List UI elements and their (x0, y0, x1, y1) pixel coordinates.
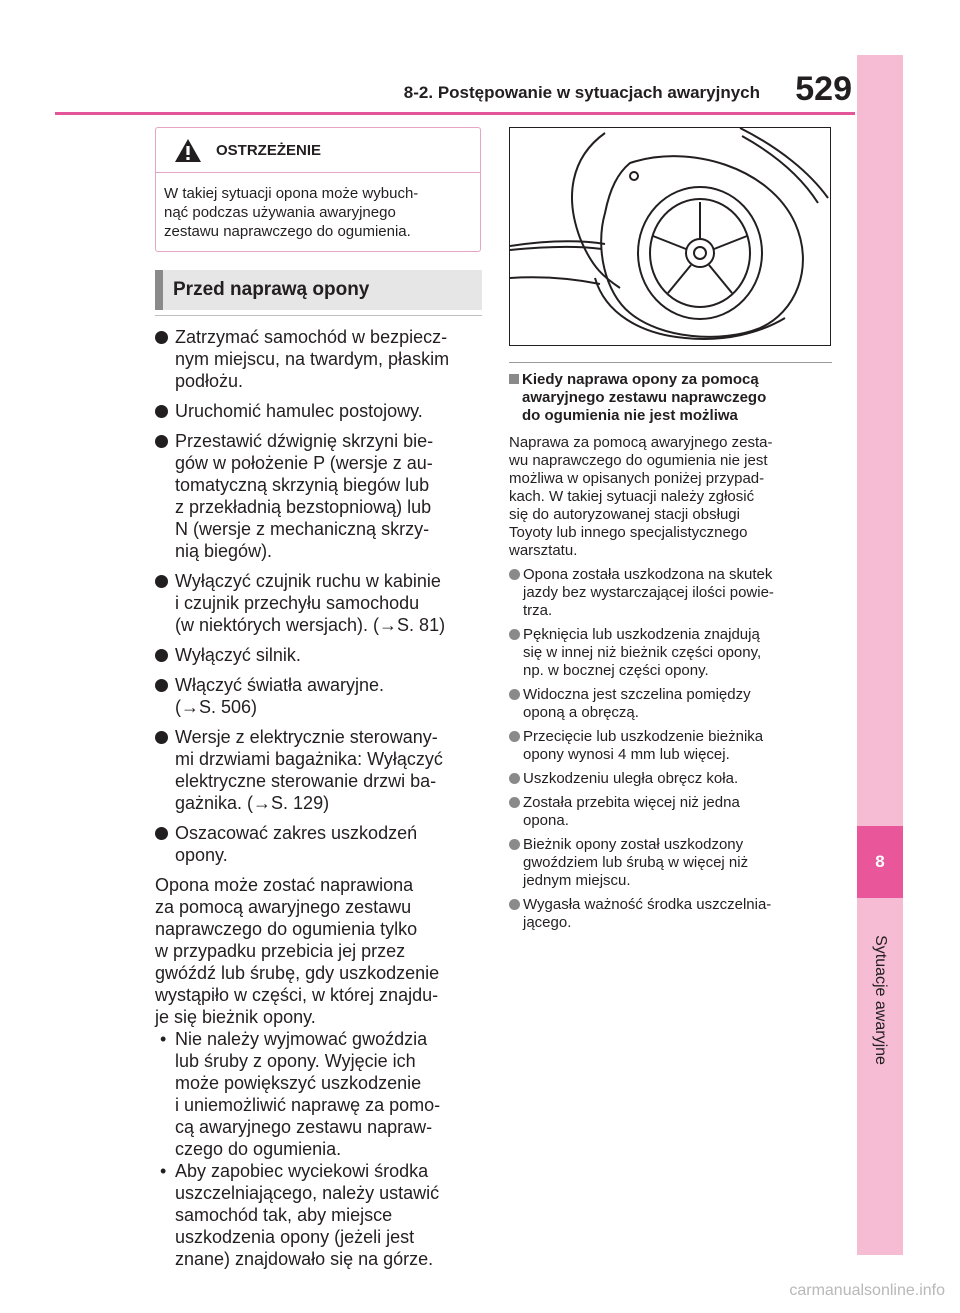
line: awaryjnego zestawu naprawczego (522, 389, 767, 406)
intro-paragraph (509, 434, 832, 560)
line: opony. (175, 845, 228, 865)
bullet-dot-icon (155, 731, 168, 744)
line: tomatyczną skrzynią biegów lub (175, 475, 430, 495)
right-column (509, 127, 832, 938)
list-item (155, 1028, 482, 1160)
bullet-point-icon: • (160, 1161, 167, 1181)
list-item (509, 836, 832, 890)
line: wystąpiło w części, w której znajdu- (155, 985, 439, 1005)
warning-line: W takiej sytuacji opona może wybuch- (164, 185, 419, 202)
line: opony wynosi 4 mm lub więcej. (523, 746, 730, 763)
line: Oszacować zakres uszkodzeń (175, 823, 418, 843)
line: Pęknięcia lub uszkodzenia znajdują (523, 626, 760, 643)
side-tab (857, 55, 903, 1255)
chapter-title: Sytuacje awaryjne (872, 935, 889, 1065)
page-number: 529 (795, 70, 852, 108)
line: samochód tak, aby miejsce (175, 1205, 393, 1225)
condition-list (509, 566, 832, 932)
line: elektryczne sterowanie drzwi ba- (175, 771, 437, 791)
list-item (155, 674, 482, 718)
line: Włączyć światła awaryjne. (175, 675, 385, 695)
bullet-dot-icon (155, 435, 168, 448)
line: Opona została uszkodzona na skutek (523, 566, 773, 583)
line: oponą a obręczą. (523, 704, 639, 721)
line: mi drzwiami bagażnika: Wyłączyć (175, 749, 443, 769)
warning-header (156, 128, 480, 173)
line: np. w bocznej części opony. (523, 662, 709, 679)
line: za pomocą awaryjnego zestawu (155, 897, 412, 917)
list-item (509, 794, 832, 830)
header-rule (55, 112, 855, 115)
right-divider (509, 362, 832, 363)
line: Opona może zostać naprawiona (155, 875, 414, 895)
bullet-dot-icon (155, 827, 168, 840)
bullet-list (155, 326, 482, 866)
bullet-dot-icon (509, 731, 520, 742)
flat-tire-illustration (509, 127, 831, 346)
bullet-dot-icon (509, 899, 520, 910)
list-item (155, 726, 482, 814)
list-item (155, 430, 482, 562)
line: w przypadku przebicia jej przez (155, 941, 406, 961)
chapter-number: 8 (857, 826, 903, 898)
line: znane) znajdowało się na górze. (175, 1249, 434, 1269)
line: Wyłączyć silnik. (175, 645, 301, 665)
line: gwóźdź lub śrubę, gdy uszkodzenie (155, 963, 440, 983)
line: wu naprawczego do ogumienia nie jest (509, 452, 768, 469)
line: trza. (523, 602, 553, 619)
line: z przekładnią bezstopniową) lub (175, 497, 432, 517)
line: Wygasła ważność środka uszczelnia- (523, 896, 772, 913)
line: cą awaryjnego zestawu napraw- (175, 1117, 433, 1137)
line: i czujnik przechyłu samochodu (175, 593, 420, 613)
line: czego do ogumienia. (175, 1139, 342, 1159)
bullet-dot-icon (509, 839, 520, 850)
line: Aby zapobiec wyciekowi środka (175, 1161, 429, 1181)
line: się w innej niż bieżnik części opony, (523, 644, 762, 661)
line: jazdy bez wystarczającej ilości powie- (523, 584, 774, 601)
bullet-dot-icon (155, 679, 168, 692)
line: uszkodzenia opony (jeżeli jest (175, 1227, 415, 1247)
line: Nie należy wyjmować gwoździa (175, 1029, 428, 1049)
line: Bieżnik opony został uszkodzony (523, 836, 744, 853)
line: warsztatu. (509, 542, 578, 559)
warning-text (156, 173, 480, 251)
warning-line: zestawu naprawczego do ogumienia. (164, 223, 411, 240)
line: lub śruby z opony. Wyjęcie ich (175, 1051, 416, 1071)
list-item (509, 770, 832, 788)
list-item (155, 822, 482, 866)
line: Naprawa za pomocą awaryjnego zesta- (509, 434, 773, 451)
list-item (509, 686, 832, 722)
line: uszczelniającego, należy ustawić (175, 1183, 440, 1203)
warning-title: OSTRZEŻENIE (216, 141, 322, 159)
body-paragraph (155, 874, 482, 1028)
line: naprawczego do ogumienia tylko (155, 919, 418, 939)
square-bullet-icon (509, 374, 519, 384)
warning-triangle-icon (174, 138, 202, 163)
warning-box (155, 127, 481, 252)
line: N (wersje z mechaniczną skrzy- (175, 519, 430, 539)
line: Uszkodzeniu uległa obręcz koła. (523, 770, 739, 787)
bullet-dot-icon (155, 331, 168, 344)
bullet-dot-icon (155, 575, 168, 588)
left-column (155, 127, 482, 1270)
line: Przecięcie lub uszkodzenie bieżnika (523, 728, 764, 745)
list-item (509, 896, 832, 932)
bullet-dot-icon (509, 629, 520, 640)
bullet-dot-icon (509, 773, 520, 784)
list-item (509, 728, 832, 764)
line: Uruchomić hamulec postojowy. (175, 401, 423, 421)
line: (→S. 506) (175, 697, 258, 717)
bullet-dot-icon (509, 689, 520, 700)
list-item (509, 626, 832, 680)
line: jącego. (523, 914, 572, 931)
list-item (155, 1160, 482, 1270)
line: może powiększyć uszkodzenie (175, 1073, 422, 1093)
line: Widoczna jest szczelina pomiędzy (523, 686, 751, 703)
line: gażnika. (→S. 129) (175, 793, 330, 813)
sub-heading (509, 371, 832, 425)
bullet-dot-icon (155, 405, 168, 418)
list-item (509, 566, 832, 620)
section-rule (155, 315, 482, 316)
line: nym miejscu, na twardym, płaskim (175, 349, 450, 369)
header-section-title: 8-2. Postępowanie w sytuacjach awaryjnych (403, 83, 760, 102)
line: gwoździem lub śrubą w więcej niż (523, 854, 749, 871)
line: i uniemożliwić naprawę za pomo- (175, 1095, 441, 1115)
line: możliwa w opisanych poniżej przypad- (509, 470, 765, 487)
bullet-dot-icon (509, 569, 520, 580)
list-item (155, 644, 482, 666)
bullet-dot-icon (509, 797, 520, 808)
line: Wyłączyć czujnik ruchu w kabinie (175, 571, 441, 591)
list-item (155, 326, 482, 392)
line: nią biegów). (175, 541, 273, 561)
line: je się bieżnik opony. (155, 1007, 316, 1027)
bullet-dot-icon (155, 649, 168, 662)
bullet-point-icon: • (160, 1029, 167, 1049)
line: opona. (523, 812, 569, 829)
list-item (155, 400, 482, 422)
footer-watermark: carmanualsonline.info (789, 1282, 945, 1299)
line: Kiedy naprawa opony za pomocą (522, 371, 759, 388)
line: Wersje z elektrycznie sterowany- (175, 727, 438, 747)
section-title: Przed naprawą opony (155, 270, 482, 310)
line: do ogumienia nie jest możliwa (522, 407, 738, 424)
sub-bullet-list (155, 1028, 482, 1270)
line: kach. W takiej sytuacji należy zgłosić (509, 488, 755, 505)
line: Toyoty lub innego specjalistycznego (509, 524, 748, 541)
line: jednym miejscu. (523, 872, 631, 889)
line: Przestawić dźwignię skrzyni bie- (175, 431, 434, 451)
warning-line: nąć podczas używania awaryjnego (164, 204, 396, 221)
line: Zatrzymać samochód w bezpiecz- (175, 327, 448, 347)
line: podłożu. (175, 371, 244, 391)
list-item (155, 570, 482, 636)
line: gów w położenie P (wersje z au- (175, 453, 433, 473)
line: Została przebita więcej niż jedna (523, 794, 740, 811)
line: (w niektórych wersjach). (→S. 81) (175, 615, 446, 635)
line: się do autoryzowanej stacji obsługi (509, 506, 740, 523)
